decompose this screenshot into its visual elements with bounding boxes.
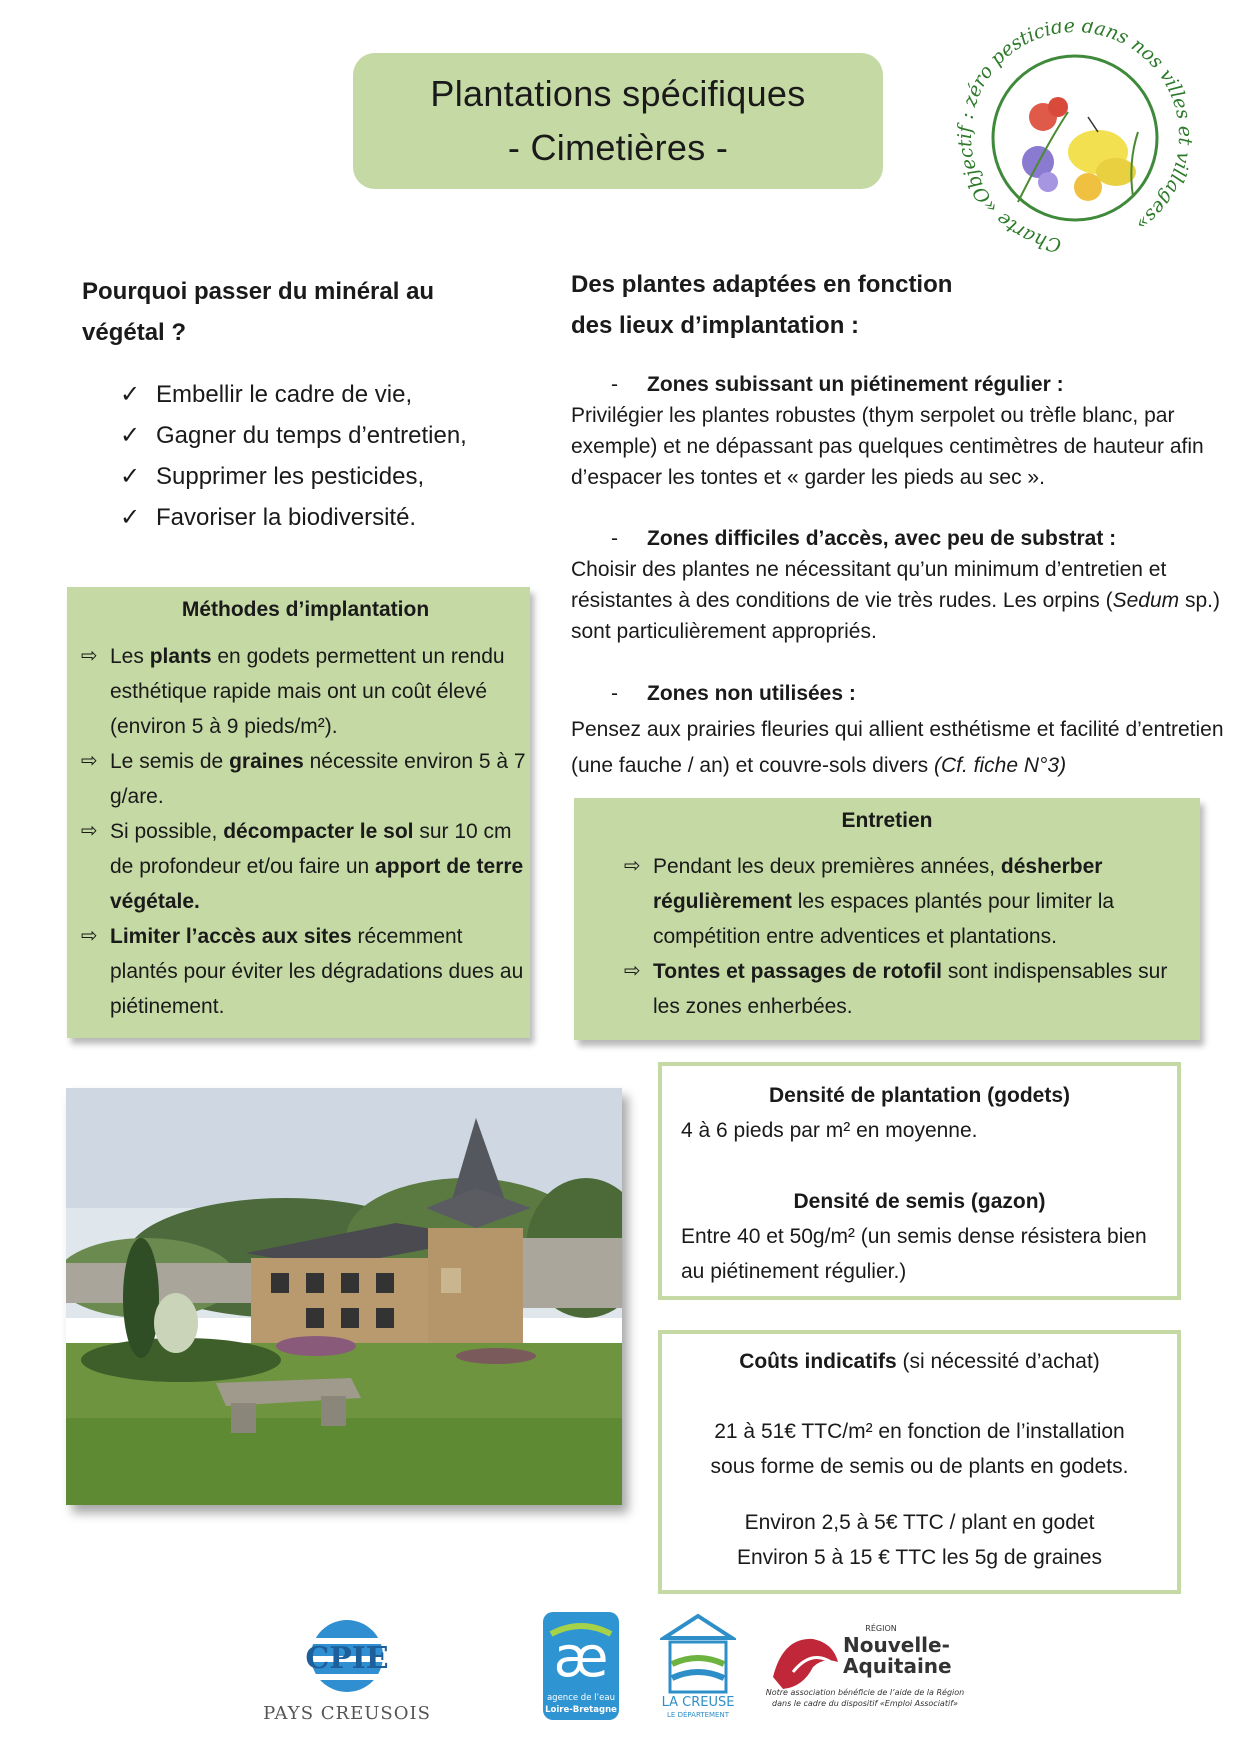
methodes-item: ⇨ Le semis de graines nécessite environ 5 à 7 g/are.: [81, 744, 530, 814]
intro-heading-line-2: végétal ?: [82, 319, 187, 346]
couts-box: [658, 1330, 1181, 1594]
plantes-heading: [571, 264, 1171, 346]
plantes-heading-line-2: des lieux d’implantation :: [571, 312, 860, 339]
creuse-logo: [660, 1612, 736, 1720]
entretien-box: [574, 798, 1200, 1040]
zone-difficiles: [571, 523, 1231, 647]
methodes-box: [67, 587, 530, 1038]
check-icon: ✓: [120, 463, 141, 490]
couts-line: sous forme de semis ou de plants en godets.: [710, 1455, 1129, 1478]
densite-semis-text: Entre 40 et 50g/m² (un semis dense résistera bien au piétinement régulier.): [681, 1225, 1147, 1283]
couts-line: 21 à 51€ TTC/m² en fonction de l’installation: [714, 1420, 1125, 1443]
arrow-right-icon: ⇨: [81, 820, 98, 842]
zone-title: - Zones non utilisées :: [611, 682, 856, 705]
densite-plantation-text: 4 à 6 pieds par m² en moyenne.: [681, 1119, 978, 1142]
arrow-right-icon: ⇨: [81, 750, 98, 772]
check-icon: ✓: [120, 422, 141, 449]
methodes-title: Méthodes d’implantation: [181, 598, 430, 621]
svg-text:Loire-Bretagne: Loire-Bretagne: [545, 1705, 617, 1715]
check-item: ✓ Gagner du temps d’entretien,: [120, 415, 540, 456]
page-title: [353, 53, 883, 189]
svg-text:Aquitaine: Aquitaine: [843, 1654, 952, 1678]
svg-text:æ: æ: [553, 1625, 609, 1690]
densite-box: [658, 1062, 1181, 1300]
arrow-right-icon: ⇨: [81, 645, 98, 667]
cpie-subtitle: PAYS CREUSOIS: [263, 1703, 431, 1724]
entretien-title: Entretien: [841, 809, 933, 832]
methodes-item: ⇨ Les plants en godets permettent un rendu esthétique rapide mais ont un coût élevé (environ 5 à 9 pieds/m²).: [81, 639, 530, 744]
agence-eau-logo: [543, 1612, 623, 1720]
zone-pietinement: [571, 369, 1231, 493]
arrow-right-icon: ⇨: [624, 855, 641, 877]
plantes-heading-line-1: Des plantes adaptées en fonction: [571, 271, 953, 298]
couts-line: Environ 5 à 15 € TTC les 5g de graines: [737, 1546, 1102, 1569]
intro-checklist: [120, 374, 540, 538]
svg-text:Notre association bénéficie de: Notre association bénéficie de l’aide de la Région: [765, 1688, 965, 1697]
svg-text:dans le cadre du dispositif «E: dans le cadre du dispositif «Emploi Associatif»: [772, 1699, 958, 1708]
zone-non-utilisees: [571, 676, 1231, 784]
couts-line: Environ 2,5 à 5€ TTC / plant en godet: [744, 1511, 1095, 1534]
zone-text: Privilégier les plantes robustes (thym serpolet ou trèfle blanc, par exemple) et ne dépassant pas quelques centimètres de hauteur afin d’espacer les tontes et « garder les pieds au sec ».: [571, 404, 1204, 489]
check-icon: ✓: [120, 504, 141, 531]
cemetery-photo: [66, 1088, 622, 1505]
methodes-item: ⇨ Limiter l’accès aux sites récemment plantés pour éviter les dégradations dues au piétinement.: [81, 919, 530, 1024]
arrow-right-icon: ⇨: [624, 960, 641, 982]
charte-logo: [948, 22, 1202, 254]
densite-semis-title: Densité de semis (gazon): [793, 1190, 1046, 1213]
svg-text:agence de l’eau: agence de l’eau: [546, 1693, 616, 1703]
title-line-1: Plantations spécifiques: [430, 73, 806, 114]
arrow-right-icon: ⇨: [81, 925, 98, 947]
intro-heading-line-1: Pourquoi passer du minéral au: [82, 278, 435, 305]
check-item: ✓ Supprimer les pesticides,: [120, 456, 540, 497]
svg-text:LA CREUSE: LA CREUSE: [661, 1695, 735, 1710]
check-item: ✓ Embellir le cadre de vie,: [120, 374, 540, 415]
cpie-logo: [262, 1618, 432, 1728]
region-nouvelle-aquitaine-logo: [763, 1617, 973, 1713]
zone-text: Pensez aux prairies fleuries qui allient esthétisme et facilité d’entretien (une fauche / an) et couvre-sols divers (Cf. fiche N°3): [571, 718, 1224, 777]
charte-logo-text: Charte «Objectif : zéro pesticide dans nos villes et villages»: [954, 22, 1197, 254]
check-icon: ✓: [120, 381, 141, 408]
svg-text:CPIE: CPIE: [305, 1641, 389, 1676]
svg-text:RÉGION: RÉGION: [865, 1624, 897, 1633]
couts-title: Coûts indicatifs (si nécessité d’achat): [739, 1350, 1100, 1373]
entretien-item: ⇨ Pendant les deux premières années, désherber régulièrement les espaces plantés pour limiter la compétition entre adventices et plantations.: [624, 849, 1188, 954]
title-line-2: - Cimetières -: [507, 127, 729, 168]
zone-title: - Zones subissant un piétinement régulier :: [611, 373, 1064, 396]
check-item: ✓ Favoriser la biodiversité.: [120, 497, 540, 538]
densite-plantation-title: Densité de plantation (godets): [768, 1084, 1070, 1107]
svg-text:LE DÉPARTEMENT: LE DÉPARTEMENT: [667, 1711, 729, 1719]
methodes-item: ⇨ Si possible, décompacter le sol sur 10 cm de profondeur et/ou faire un apport de terre végétale.: [81, 814, 530, 919]
svg-text:Nouvelle-: Nouvelle-: [843, 1633, 950, 1657]
entretien-item: ⇨ Tontes et passages de rotofil sont indispensables sur les zones enherbées.: [624, 954, 1188, 1024]
zone-text: Choisir des plantes ne nécessitant qu’un minimum d’entretien et résistantes à des conditions de vie très rudes. Les orpins (Sedum sp.) sont particulièrement appropriés.: [571, 558, 1221, 643]
zone-title: - Zones difficiles d’accès, avec peu de substrat :: [611, 527, 1117, 550]
intro-heading: [82, 271, 482, 353]
